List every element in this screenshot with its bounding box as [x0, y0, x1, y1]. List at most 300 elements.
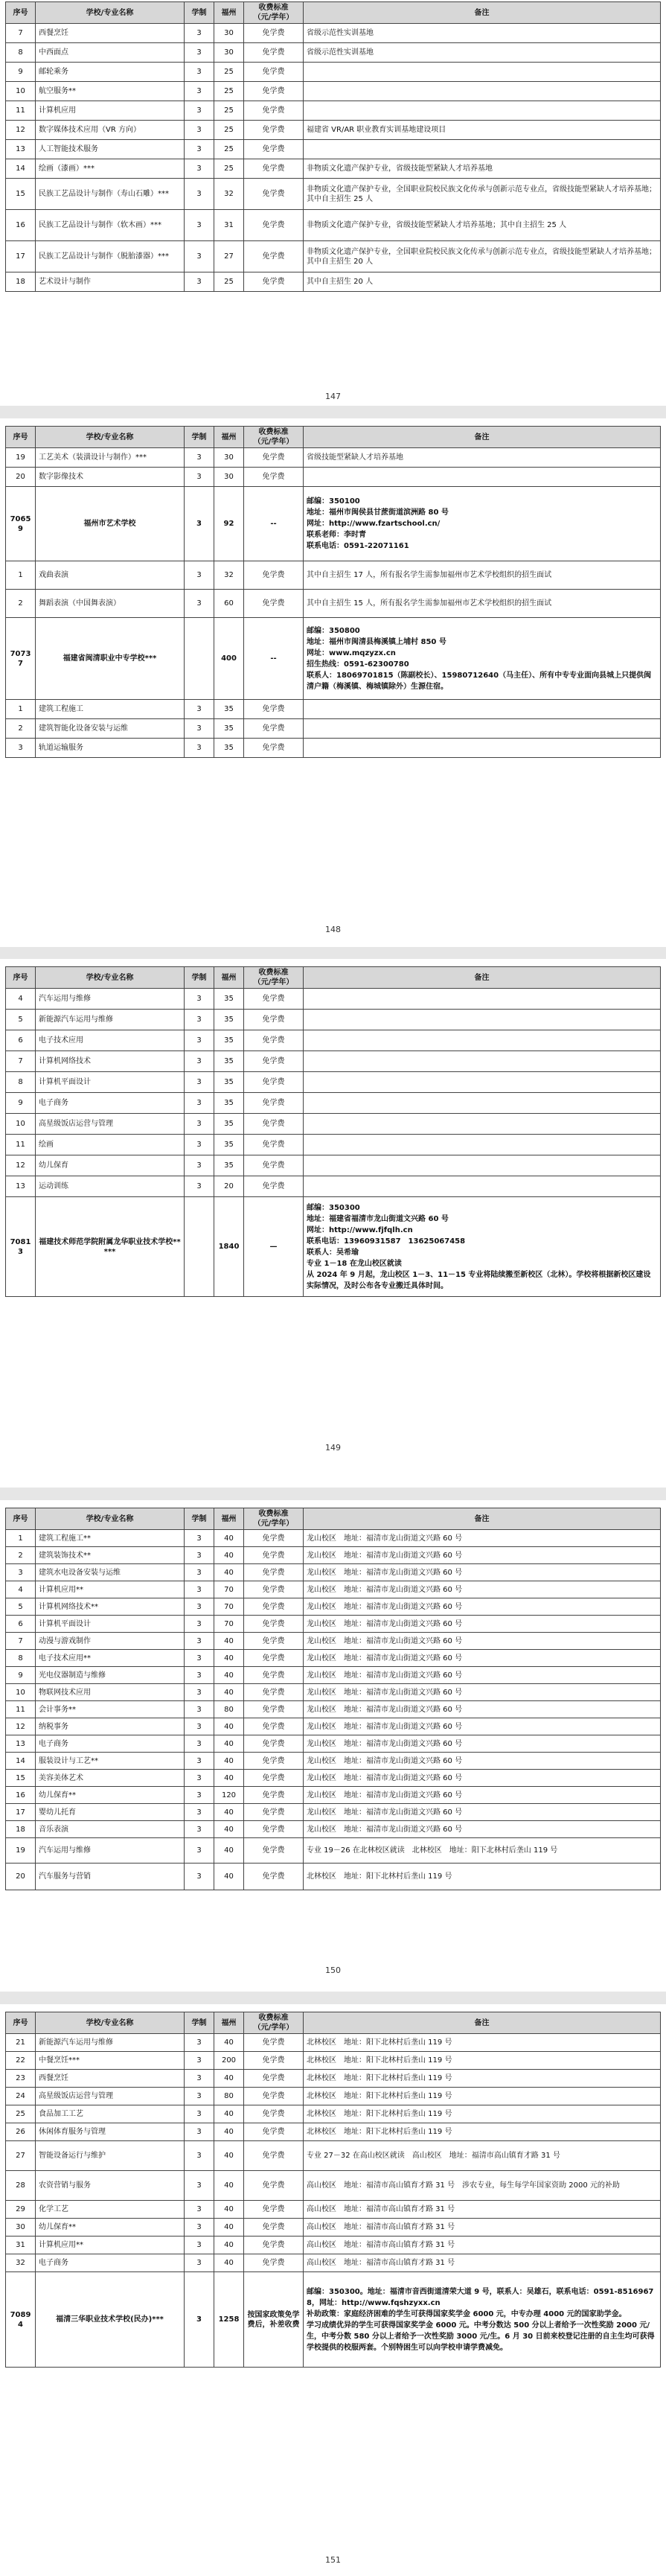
remarks: 龙山校区 地址：福清市龙山街道文兴路 60 号: [304, 1633, 661, 1650]
duration-years: 3: [185, 2171, 214, 2201]
remarks: 龙山校区 地址：福清市龙山街道文兴路 60 号: [304, 1787, 661, 1804]
table-row: [6, 1030, 661, 1051]
remarks: 其中自主招生 20 人: [304, 272, 661, 292]
duration-years: 3: [185, 2105, 214, 2123]
duration-years: 3: [185, 1030, 214, 1051]
remarks: 省级示范性实训基地: [304, 24, 661, 43]
row-number: 6: [6, 1030, 36, 1051]
row-number: 4: [6, 989, 36, 1010]
tuition-fee: 免学费: [244, 1770, 304, 1787]
major-name: 高星级饭店运营与管理: [36, 2088, 185, 2105]
contact-line: 联系人：18069701815（陈副校长）、15980712640（马主任）、所有中专专业面向县城上只提供闽清户籍（梅溪镇、梅城镇除外）生源住宿。: [307, 671, 652, 691]
column-header: 学制: [185, 427, 214, 448]
tuition-fee: 免学费: [244, 43, 304, 63]
major-name: 戏曲表演: [36, 561, 185, 590]
fuzhou-quota: 1258: [214, 2272, 244, 2368]
table-row: [6, 179, 661, 210]
row-number: 20: [6, 468, 36, 487]
table-header-row: [6, 1508, 661, 1530]
table-row: [6, 1176, 661, 1197]
remarks: 省级技能型紧缺人才培养基地: [304, 448, 661, 468]
tuition-fee: 免学费: [244, 561, 304, 590]
table-row: [6, 159, 661, 179]
table-row: [6, 2254, 661, 2272]
tuition-fee: 免学费: [244, 2034, 304, 2052]
major-name: 光电仪器制造与维修: [36, 1667, 185, 1684]
column-header: 学校/专业名称: [36, 427, 185, 448]
table-row: [6, 1114, 661, 1135]
tuition-fee: 免学费: [244, 2254, 304, 2272]
fuzhou-quota: 30: [214, 468, 244, 487]
tuition-fee: 免学费: [244, 82, 304, 101]
major-name: 人工智能技术服务: [36, 140, 185, 159]
major-name: 电子技术应用: [36, 1030, 185, 1051]
tuition-fee: 免学费: [244, 590, 304, 618]
remarks: 北林校区 地址：阳下北林村后垄山 119 号: [304, 2088, 661, 2105]
duration-years: 3: [185, 2052, 214, 2070]
remarks: 龙山校区 地址：福清市龙山街道文兴路 60 号: [304, 1667, 661, 1684]
remarks: 龙山校区 地址：福清市龙山街道文兴路 60 号: [304, 1701, 661, 1718]
major-name: 中西面点: [36, 43, 185, 63]
duration-years: 3: [185, 2141, 214, 2171]
row-number: 9: [6, 1667, 36, 1684]
tuition-fee: 免学费: [244, 1667, 304, 1684]
remarks: [304, 140, 661, 159]
duration-years: 3: [185, 1564, 214, 1581]
fuzhou-quota: 40: [214, 1821, 244, 1838]
row-number: 18: [6, 272, 36, 292]
remarks: [304, 1051, 661, 1072]
fuzhou-quota: 32: [214, 179, 244, 210]
remarks: 非物质文化遗产保护专业，省级技能型紧缺人才培养基地: [304, 159, 661, 179]
tuition-fee: 免学费: [244, 1650, 304, 1667]
tuition-fee: 免学费: [244, 1838, 304, 1864]
tuition-fee: 免学费: [244, 140, 304, 159]
remarks: 龙山校区 地址：福清市龙山街道文兴路 60 号: [304, 1616, 661, 1633]
remarks: [304, 1176, 661, 1197]
tuition-fee: 免学费: [244, 2105, 304, 2123]
tuition-fee: 免学费: [244, 1616, 304, 1633]
fuzhou-quota: 40: [214, 2201, 244, 2219]
tuition-fee: 免学费: [244, 2237, 304, 2254]
duration-years: 3: [185, 159, 214, 179]
row-number: 21: [6, 2034, 36, 2052]
remarks: [304, 1010, 661, 1030]
contact-line: 专业 1－18 在龙山校区就读: [307, 1259, 402, 1268]
row-number: 10: [6, 1114, 36, 1135]
duration-years: 3: [185, 1093, 214, 1114]
row-number: 30: [6, 2219, 36, 2237]
duration-years: 3: [185, 1838, 214, 1864]
fuzhou-quota: 400: [214, 618, 244, 700]
major-name: 音乐表演: [36, 1821, 185, 1838]
duration-years: 3: [185, 2254, 214, 2272]
remarks: 北林校区 地址：阳下北林村后垄山 119 号: [304, 2105, 661, 2123]
table-row: [6, 2123, 661, 2141]
column-header: 序号: [6, 1508, 36, 1530]
major-name: 数字媒体技术应用（VR 方向）: [36, 121, 185, 140]
school-row: [6, 618, 661, 700]
tuition-fee: 免学费: [244, 1598, 304, 1616]
major-name: 工艺美术（装潢设计与制作）***: [36, 448, 185, 468]
major-name: 纳税事务: [36, 1718, 185, 1735]
major-name: 航空服务**: [36, 82, 185, 101]
row-number: 13: [6, 1735, 36, 1753]
row-number: 2: [6, 590, 36, 618]
table-row: [6, 210, 661, 241]
row-number: 6: [6, 1616, 36, 1633]
fuzhou-quota: 30: [214, 24, 244, 43]
major-name: 建筑工程施工: [36, 700, 185, 719]
duration-years: 3: [185, 2237, 214, 2254]
school-contact-info: [307, 625, 657, 692]
major-name: 建筑工程施工**: [36, 1530, 185, 1547]
duration-years: 3: [185, 2201, 214, 2219]
tuition-fee: 免学费: [244, 179, 304, 210]
row-number: 14: [6, 159, 36, 179]
major-name: 幼儿保育: [36, 1155, 185, 1176]
fuzhou-quota: 30: [214, 448, 244, 468]
remarks: 北林校区 地址：阳下北林村后垄山 119 号: [304, 2123, 661, 2141]
contact-line: 网址：www.mqzyzx.cn: [307, 648, 396, 657]
remarks: 高山校区 地址：福清市高山镇育才路 31 号: [304, 2201, 661, 2219]
duration-years: 3: [185, 43, 214, 63]
table-row: [6, 1135, 661, 1155]
table-row: [6, 700, 661, 719]
fuzhou-quota: 25: [214, 101, 244, 121]
row-number: 70659: [6, 487, 36, 561]
tuition-fee: 免学费: [244, 1581, 304, 1598]
fuzhou-quota: 200: [214, 2052, 244, 2070]
page-number: 148: [325, 925, 341, 934]
fuzhou-quota: 40: [214, 1667, 244, 1684]
fuzhou-quota: 25: [214, 272, 244, 292]
table-row: [6, 590, 661, 618]
duration-years: 3: [185, 272, 214, 292]
column-header: 福州: [214, 2012, 244, 2034]
duration-years: 3: [185, 1787, 214, 1804]
row-number: 2: [6, 1547, 36, 1564]
column-header: 序号: [6, 967, 36, 989]
fuzhou-quota: 40: [214, 1650, 244, 1667]
column-header: 福州: [214, 1508, 244, 1530]
row-number: 15: [6, 179, 36, 210]
major-name: 计算机平面设计: [36, 1616, 185, 1633]
remarks: 其中自主招生 17 人，所有报名学生需参加福州市艺术学校组织的招生面试: [304, 561, 661, 590]
row-number: 23: [6, 2070, 36, 2088]
document-page: [0, 959, 666, 1488]
tuition-fee: 免学费: [244, 448, 304, 468]
fuzhou-quota: 40: [214, 1564, 244, 1581]
remarks: 龙山校区 地址：福清市龙山街道文兴路 60 号: [304, 1650, 661, 1667]
tuition-fee: 免学费: [244, 2070, 304, 2088]
major-name: 电子商务: [36, 1093, 185, 1114]
table-row: [6, 1072, 661, 1093]
remarks: 龙山校区 地址：福清市龙山街道文兴路 60 号: [304, 1530, 661, 1547]
tuition-fee: 免学费: [244, 24, 304, 43]
tuition-fee: 免学费: [244, 1010, 304, 1030]
duration-years: 3: [185, 739, 214, 758]
table-row: [6, 140, 661, 159]
contact-line: 邮编：350300。地址：福清市音西街道清荣大道 9 号，联系人：吴雄石，联系电话：0591-85169678，网址：http://www.fqshzyxx.cn: [307, 2287, 654, 2307]
table-row: [6, 1564, 661, 1581]
table-row: [6, 1770, 661, 1787]
table-row: [6, 1735, 661, 1753]
row-number: 27: [6, 2141, 36, 2171]
tuition-fee: 免学费: [244, 989, 304, 1010]
fuzhou-quota: 70: [214, 1616, 244, 1633]
duration-years: 3: [185, 1667, 214, 1684]
enrollment-table: [5, 2012, 661, 2368]
tuition-fee: 免学费: [244, 2171, 304, 2201]
enrollment-table: [5, 1, 661, 292]
tuition-fee: 免学费: [244, 739, 304, 758]
remarks: [304, 618, 661, 700]
major-name: 休闲体育服务与管理: [36, 2123, 185, 2141]
remarks: [304, 101, 661, 121]
tuition-fee: 免学费: [244, 2201, 304, 2219]
remarks: [304, 1093, 661, 1114]
remarks: [304, 1114, 661, 1135]
fuzhou-quota: 80: [214, 2088, 244, 2105]
row-number: 14: [6, 1753, 36, 1770]
tuition-fee: 免学费: [244, 272, 304, 292]
row-number: 5: [6, 1598, 36, 1616]
row-number: 29: [6, 2201, 36, 2219]
tuition-fee: 免学费: [244, 1633, 304, 1650]
row-number: 17: [6, 1804, 36, 1821]
row-number: 20: [6, 1864, 36, 1890]
duration-years: 3: [185, 179, 214, 210]
table-row: [6, 1010, 661, 1030]
row-number: 8: [6, 43, 36, 63]
major-name: 电子技术应用**: [36, 1650, 185, 1667]
row-number: 7: [6, 24, 36, 43]
tuition-fee: 免学费: [244, 63, 304, 82]
page-number: 149: [325, 1443, 341, 1453]
enrollment-table: [5, 966, 661, 1297]
contact-line: 地址：福建省福清市龙山街道文兴路 60 号: [307, 1214, 449, 1223]
row-number: 12: [6, 1718, 36, 1735]
school-name: 福建省闽清职业中专学校***: [36, 618, 185, 700]
remarks: 专业 19－26 在北林校区就读 北林校区 地址：阳下北林村后垄山 119 号: [304, 1838, 661, 1864]
tuition-fee: —: [244, 1197, 304, 1297]
row-number: 16: [6, 1787, 36, 1804]
fuzhou-quota: 40: [214, 1864, 244, 1890]
fuzhou-quota: 40: [214, 2123, 244, 2141]
page-number: 147: [325, 392, 341, 401]
remarks: [304, 700, 661, 719]
duration-years: 3: [185, 1010, 214, 1030]
major-name: 服装设计与工艺**: [36, 1753, 185, 1770]
fuzhou-quota: 70: [214, 1581, 244, 1598]
fuzhou-quota: 35: [214, 1093, 244, 1114]
major-name: 物联网技术应用: [36, 1684, 185, 1701]
tuition-fee: 免学费: [244, 1804, 304, 1821]
fuzhou-quota: 40: [214, 1633, 244, 1650]
contact-line: 邮编：350100: [307, 497, 360, 506]
duration-years: 3: [185, 1598, 214, 1616]
remarks: 龙山校区 地址：福清市龙山街道文兴路 60 号: [304, 1770, 661, 1787]
remarks: 龙山校区 地址：福清市龙山街道文兴路 60 号: [304, 1564, 661, 1581]
major-name: 汽车运用与维修: [36, 1838, 185, 1864]
row-number: 22: [6, 2052, 36, 2070]
duration-years: 3: [185, 140, 214, 159]
row-number: 3: [6, 1564, 36, 1581]
major-name: 民族工艺品设计与制作（软木画）***: [36, 210, 185, 241]
remarks: 省级示范性实训基地: [304, 43, 661, 63]
school-row: [6, 1197, 661, 1297]
fuzhou-quota: 80: [214, 1701, 244, 1718]
duration-years: 3: [185, 2123, 214, 2141]
table-row: [6, 1633, 661, 1650]
row-number: 70737: [6, 618, 36, 700]
table-row: [6, 1701, 661, 1718]
duration-years: 3: [185, 561, 214, 590]
fuzhou-quota: 40: [214, 1547, 244, 1564]
row-number: 24: [6, 2088, 36, 2105]
fuzhou-quota: 35: [214, 1010, 244, 1030]
duration-years: 3: [185, 1753, 214, 1770]
column-header: 福州: [214, 427, 244, 448]
major-name: 计算机应用: [36, 101, 185, 121]
tuition-fee: 免学费: [244, 1051, 304, 1072]
column-header: 收费标准 （元/学年）: [244, 967, 304, 989]
row-number: 9: [6, 1093, 36, 1114]
column-header: 学校/专业名称: [36, 967, 185, 989]
column-header: 收费标准 （元/学年）: [244, 2, 304, 24]
major-name: 数字影像技术: [36, 468, 185, 487]
row-number: 25: [6, 2105, 36, 2123]
major-name: 轨道运输服务: [36, 739, 185, 758]
table-row: [6, 63, 661, 82]
fuzhou-quota: 40: [214, 1530, 244, 1547]
table-row: [6, 2171, 661, 2201]
duration-years: 3: [185, 719, 214, 739]
duration-years: 3: [185, 1155, 214, 1176]
remarks: [304, 1030, 661, 1051]
duration-years: 3: [185, 1135, 214, 1155]
row-number: 9: [6, 63, 36, 82]
major-name: 计算机应用**: [36, 2237, 185, 2254]
duration-years: 3: [185, 1547, 214, 1564]
remarks: 龙山校区 地址：福清市龙山街道文兴路 60 号: [304, 1753, 661, 1770]
duration-years: 3: [185, 1701, 214, 1718]
remarks: 龙山校区 地址：福清市龙山街道文兴路 60 号: [304, 1804, 661, 1821]
duration-years: 3: [185, 1633, 214, 1650]
remarks: [304, 63, 661, 82]
fuzhou-quota: 30: [214, 43, 244, 63]
table-row: [6, 1093, 661, 1114]
major-name: 西餐烹饪: [36, 24, 185, 43]
remarks: 北林校区 地址：阳下北林村后垄山 119 号: [304, 2034, 661, 2052]
row-number: 19: [6, 1838, 36, 1864]
tuition-fee: 免学费: [244, 1735, 304, 1753]
tuition-fee: 免学费: [244, 1072, 304, 1093]
major-name: 新能源汽车运用与维修: [36, 2034, 185, 2052]
major-name: 计算机应用**: [36, 1581, 185, 1598]
column-header: 序号: [6, 2, 36, 24]
column-header: 学校/专业名称: [36, 1508, 185, 1530]
page-number: 150: [325, 1966, 341, 1975]
tuition-fee: 免学费: [244, 210, 304, 241]
column-header: 备注: [304, 1508, 661, 1530]
duration-years: 3: [185, 468, 214, 487]
row-number: 12: [6, 1155, 36, 1176]
column-header: 收费标准 （元/学年）: [244, 2012, 304, 2034]
column-header: 学校/专业名称: [36, 2012, 185, 2034]
duration-years: 3: [185, 1718, 214, 1735]
row-number: 5: [6, 1010, 36, 1030]
column-header: 序号: [6, 427, 36, 448]
column-header: 备注: [304, 2012, 661, 2034]
tuition-fee: 免学费: [244, 1684, 304, 1701]
fuzhou-quota: 35: [214, 739, 244, 758]
fuzhou-quota: 25: [214, 63, 244, 82]
remarks: 龙山校区 地址：福清市龙山街道文兴路 60 号: [304, 1821, 661, 1838]
table-row: [6, 241, 661, 272]
row-number: 4: [6, 1581, 36, 1598]
remarks: 龙山校区 地址：福清市龙山街道文兴路 60 号: [304, 1718, 661, 1735]
major-name: 舞蹈表演（中国舞表演）: [36, 590, 185, 618]
duration-years: 3: [185, 989, 214, 1010]
tuition-fee: 免学费: [244, 2141, 304, 2171]
row-number: 28: [6, 2171, 36, 2201]
major-name: 建筑装饰技术**: [36, 1547, 185, 1564]
duration-years: 3: [185, 1114, 214, 1135]
fuzhou-quota: 40: [214, 2070, 244, 2088]
remarks: 高山校区 地址：福清市高山镇育才路 31 号: [304, 2219, 661, 2237]
fuzhou-quota: 35: [214, 1072, 244, 1093]
remarks: 专业 27－32 在高山校区就读 高山校区 地址：福清市高山镇育才路 31 号: [304, 2141, 661, 2171]
row-number: 1: [6, 561, 36, 590]
tuition-fee: 免学费: [244, 101, 304, 121]
enrollment-table: [5, 1508, 661, 1890]
tuition-fee: 免学费: [244, 468, 304, 487]
major-name: 艺术设计与制作: [36, 272, 185, 292]
fuzhou-quota: 25: [214, 82, 244, 101]
table-row: [6, 1787, 661, 1804]
row-number: 26: [6, 2123, 36, 2141]
tuition-fee: --: [244, 618, 304, 700]
table-row: [6, 121, 661, 140]
row-number: 16: [6, 210, 36, 241]
fuzhou-quota: 40: [214, 2237, 244, 2254]
table-row: [6, 2105, 661, 2123]
table-row: [6, 2201, 661, 2219]
remarks: 高山校区 地址：福清市高山镇育才路 31 号 涉农专业，每生每学年国家资助 2000 元的补助: [304, 2171, 661, 2201]
major-name: 建筑水电设备安装与运维: [36, 1564, 185, 1581]
major-name: 运动训练: [36, 1176, 185, 1197]
fuzhou-quota: 35: [214, 1051, 244, 1072]
major-name: 计算机平面设计: [36, 1072, 185, 1093]
table-row: [6, 2237, 661, 2254]
table-row: [6, 2088, 661, 2105]
fuzhou-quota: 92: [214, 487, 244, 561]
fuzhou-quota: 27: [214, 241, 244, 272]
major-name: 食品加工工艺: [36, 2105, 185, 2123]
duration-years: 3: [185, 448, 214, 468]
major-name: 绘画（漆画）***: [36, 159, 185, 179]
tuition-fee: --: [244, 487, 304, 561]
duration-years: 3: [185, 2070, 214, 2088]
row-number: 31: [6, 2237, 36, 2254]
column-header: 学制: [185, 1508, 214, 1530]
table-row: [6, 1650, 661, 1667]
tuition-fee: 免学费: [244, 1135, 304, 1155]
tuition-fee: 免学费: [244, 121, 304, 140]
row-number: 18: [6, 1821, 36, 1838]
